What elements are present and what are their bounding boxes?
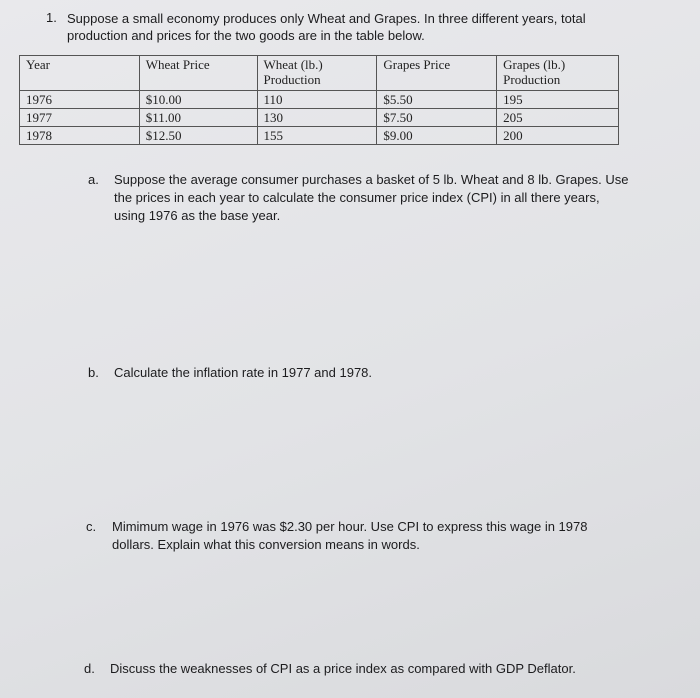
cell-grapes-price: $5.50 bbox=[377, 91, 497, 109]
table-row bbox=[20, 127, 619, 145]
part-c-text bbox=[112, 518, 587, 554]
cell-year: 1976 bbox=[20, 91, 140, 109]
part-a-text bbox=[114, 171, 629, 225]
part-b-label: b. bbox=[88, 365, 99, 380]
header-grapes-production bbox=[497, 56, 619, 91]
cell-wheat-production: 155 bbox=[257, 127, 377, 145]
part-a-line-3: using 1976 as the base year. bbox=[114, 208, 281, 223]
part-b-text: Calculate the inflation rate in 1977 and 1978. bbox=[114, 365, 373, 380]
header-grapes-lb: Grapes (lb.) bbox=[503, 57, 566, 72]
table-row bbox=[20, 91, 619, 109]
part-a bbox=[88, 171, 648, 227]
part-d-label: d. bbox=[84, 661, 95, 676]
cell-year: 1978 bbox=[20, 127, 140, 145]
cell-wheat-production: 130 bbox=[257, 109, 377, 127]
cell-year: 1977 bbox=[20, 109, 140, 127]
cell-wheat-production: 110 bbox=[257, 91, 377, 109]
part-b bbox=[88, 364, 648, 384]
intro-line-2: production and prices for the two goods are in the table below. bbox=[67, 28, 425, 43]
header-grapes-price: Grapes Price bbox=[377, 56, 497, 91]
cell-wheat-price: $11.00 bbox=[139, 109, 257, 127]
question-number: 1. bbox=[46, 10, 57, 25]
header-year: Year bbox=[20, 56, 140, 91]
table-header-row bbox=[20, 56, 619, 91]
cell-grapes-production: 205 bbox=[497, 109, 619, 127]
header-wheat-lb: Wheat (lb.) bbox=[263, 57, 323, 72]
part-d-text: Discuss the weaknesses of CPI as a price index as compared with GDP Deflator. bbox=[110, 661, 576, 676]
part-a-line-1: Suppose the average consumer purchases a basket of 5 lb. Wheat and 8 lb. Grapes. Use bbox=[114, 172, 629, 187]
header-grapes-production-label: Production bbox=[503, 72, 561, 87]
header-wheat-production bbox=[257, 56, 377, 91]
cell-grapes-production: 200 bbox=[497, 127, 619, 145]
cell-wheat-price: $10.00 bbox=[139, 91, 257, 109]
part-a-line-2: the prices in each year to calculate the consumer price index (CPI) in all there years, bbox=[114, 190, 600, 205]
part-a-label: a. bbox=[88, 172, 99, 187]
cell-grapes-price: $9.00 bbox=[377, 127, 497, 145]
part-c-line-2: dollars. Explain what this conversion means in words. bbox=[112, 537, 420, 552]
table-row bbox=[20, 109, 619, 127]
production-price-table bbox=[19, 55, 619, 145]
cell-grapes-price: $7.50 bbox=[377, 109, 497, 127]
cell-grapes-production: 195 bbox=[497, 91, 619, 109]
part-c bbox=[86, 518, 666, 556]
part-c-line-1: Mimimum wage in 1976 was $2.30 per hour. Use CPI to express this wage in 1978 bbox=[112, 519, 588, 534]
header-wheat-production-label: Production bbox=[263, 72, 321, 87]
intro-line-1: Suppose a small economy produces only Wheat and Grapes. In three different years, total bbox=[67, 11, 586, 26]
header-wheat-price: Wheat Price bbox=[139, 56, 257, 91]
part-d bbox=[84, 660, 684, 680]
part-c-label: c. bbox=[86, 519, 97, 534]
cell-wheat-price: $12.50 bbox=[139, 127, 257, 145]
question-intro bbox=[67, 10, 627, 44]
